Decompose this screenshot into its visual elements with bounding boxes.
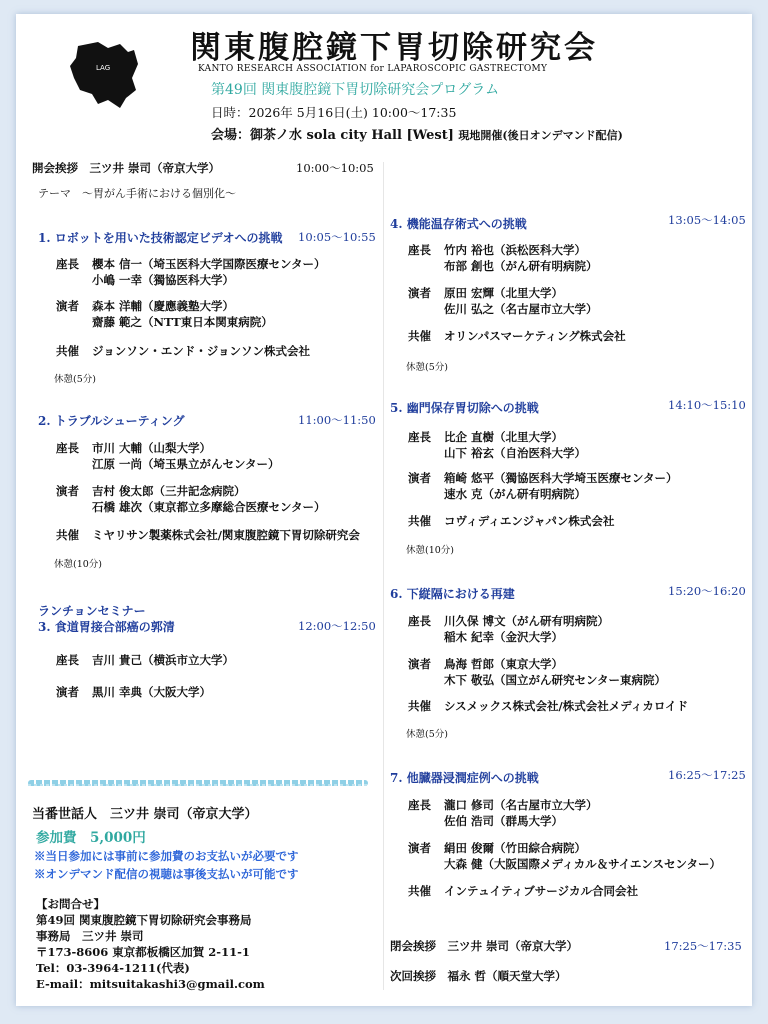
session-7-title: 7. 他臓器浸潤症例への挑戦 (390, 771, 539, 785)
organizer: 当番世話人 三ツ井 崇司（帝京大学） (32, 807, 258, 822)
session-6-chairs-names (444, 613, 609, 645)
session-1-sponsor-role: 共催 (56, 344, 79, 358)
session-6-speakers (408, 656, 666, 688)
session-5-chairs (408, 429, 586, 461)
page-title: 関東腹腔鏡下胃切除研究会 (190, 30, 598, 66)
session-5-speakers-role: 演者 (408, 471, 431, 485)
session-1-chairs-person: 櫻本 信一（埼玉医科大学国際医療センター） (92, 257, 326, 271)
fee-note-2: ※オンデマンド配信の視聴は事後支払いが可能です (34, 867, 299, 881)
session-5-speakers (408, 470, 678, 502)
session-4-speakers-person: 原田 宏輝（北里大学） (444, 286, 564, 300)
session-5-speakers-names (444, 470, 678, 502)
session-6-chairs-role: 座長 (408, 614, 431, 628)
session-5-sponsor-name: コヴィディエンジャパン株式会社 (444, 514, 615, 528)
session-2-sponsor-name: ミヤリサン製薬株式会社/関東腹腔鏡下胃切除研究会 (92, 528, 360, 542)
session-6-speakers-person: 鳥海 哲郎（東京大学） (444, 657, 564, 671)
session-5-sponsor (408, 513, 614, 529)
session-4-speakers-role: 演者 (408, 286, 431, 300)
session-2-chairs-role: 座長 (56, 441, 79, 455)
next-remarks: 次回挨拶 福永 哲（順天堂大学） (390, 969, 567, 983)
session-5-chairs-person: 比企 直樹（北里大学） (444, 430, 564, 444)
session-3-speakers (56, 684, 211, 700)
logo-text: LAG (96, 64, 111, 72)
session-7-speakers-person: 大森 健（大阪国際メディカル＆サイエンスセンター） (444, 857, 722, 871)
session-7-sponsor-name: インテュイティブサージカル合同会社 (444, 884, 639, 898)
contact-address: 〒173-8606 東京都板橋区加賀 2-11-1 (36, 945, 250, 959)
session-2-break: 休憩(10分) (54, 559, 103, 570)
session-5-break: 休憩(10分) (406, 545, 455, 556)
session-1-speakers-person: 齋藤 範之（NTT東日本関東病院） (92, 315, 273, 329)
contact-email[interactable]: E-mail：mitsuitakashi3@gmail.com (36, 977, 265, 991)
session-3-speakers-role: 演者 (56, 685, 79, 699)
session-2-speakers-person: 石橋 雄次（東京都立多摩総合医療センター） (92, 500, 326, 514)
session-5-chairs-names (444, 429, 586, 461)
wave-divider-accent (28, 784, 368, 786)
session-5-speakers-person: 箱崎 悠平（獨協医科大学埼玉医療センター） (444, 471, 678, 485)
session-7-speakers-names (444, 840, 721, 872)
kanto-map-logo (68, 38, 140, 110)
opening-time: 10:00～10:05 (296, 161, 374, 175)
english-subtitle: KANTO RESEARCH ASSOCIATION for LAPAROSCOPIC GASTRECTOMY (198, 64, 548, 74)
event-date: 日時：2026年 5月16日(土) 10:00～17:35 (211, 105, 457, 120)
session-7-sponsor-role: 共催 (408, 884, 431, 898)
session-3-speakers-person: 黒川 幸典（大阪大学） (92, 685, 212, 699)
session-4-title: 4. 機能温存術式への挑戦 (390, 217, 527, 231)
session-6-speakers-names (444, 656, 666, 688)
session-4-chairs-role: 座長 (408, 243, 431, 257)
session-2-chairs-person: 江原 一尚（埼玉県立がんセンター） (92, 457, 280, 471)
session-3-chairs-person: 吉川 貴己（横浜市立大学） (92, 653, 235, 667)
session-2-speakers-person: 吉村 俊太郎（三井記念病院） (92, 484, 246, 498)
closing-remarks: 閉会挨拶 三ツ井 崇司（帝京大学） (390, 939, 579, 953)
venue-note: 現地開催(後日オンデマンド配信) (458, 129, 623, 142)
session-6-time: 15:20～16:20 (668, 584, 746, 598)
session-5-chairs-person: 山下 裕玄（自治医科大学） (444, 446, 587, 460)
session-6-sponsor (408, 698, 688, 714)
session-4-speakers-person: 佐川 弘之（名古屋市立大学） (444, 302, 598, 316)
column-divider (383, 162, 384, 990)
session-6-chairs-person: 川久保 博文（がん研有明病院） (444, 614, 610, 628)
session-4-speakers (408, 285, 598, 317)
session-3-title: 3. 食道胃接合部癌の郭清 (38, 620, 175, 634)
session-6-break: 休憩(5分) (406, 729, 448, 740)
session-3-chairs-role: 座長 (56, 653, 79, 667)
opening-remarks: 開会挨拶 三ツ井 崇司（帝京大学） (32, 161, 221, 175)
contact-office: 第49回 関東腹腔鏡下胃切除研究会事務局 (36, 913, 252, 927)
session-1-break: 休憩(5分) (54, 374, 96, 385)
session-4-sponsor (408, 328, 626, 344)
session-7-chairs-person: 佐伯 浩司（群馬大学） (444, 814, 564, 828)
session-3-time: 12:00～12:50 (298, 619, 376, 633)
contact-tel: Tel：03-3964-1211(代表) (36, 961, 190, 975)
session-2-speakers (56, 483, 326, 515)
session-7-speakers (408, 840, 721, 872)
session-1-speakers (56, 298, 273, 330)
program-title: 第49回 関東腹腔鏡下胃切除研究会プログラム (211, 82, 500, 98)
session-6-speakers-person: 木下 敬弘（国立がん研究センター東病院） (444, 673, 667, 687)
session-1-chairs-names (92, 256, 326, 288)
session-1-speakers-names (92, 298, 273, 330)
session-1-speakers-role: 演者 (56, 299, 79, 313)
session-6-chairs (408, 613, 609, 645)
session-2-speakers-names (92, 483, 326, 515)
session-2-sponsor (56, 527, 360, 543)
session-7-sponsor (408, 883, 638, 899)
contact-manager: 事務局 三ツ井 崇司 (36, 929, 144, 943)
session-4-sponsor-name: オリンパスマーケティング株式会社 (444, 329, 626, 343)
session-7-chairs-names (444, 797, 598, 829)
session-4-sponsor-role: 共催 (408, 329, 431, 343)
session-2-speakers-role: 演者 (56, 484, 79, 498)
session-1-sponsor-name: ジョンソン・エンド・ジョンソン株式会社 (92, 344, 311, 358)
contact-heading: 【お問合せ】 (36, 897, 105, 911)
session-2-title: 2. トラブルシューティング (38, 414, 185, 428)
session-2-chairs (56, 440, 280, 472)
session-2-chairs-names (92, 440, 280, 472)
session-7-chairs-role: 座長 (408, 798, 431, 812)
session-3-speakers-names (92, 684, 211, 700)
session-1-title: 1. ロボットを用いた技術認定ビデオへの挑戦 (38, 231, 283, 245)
session-5-time: 14:10～15:10 (668, 398, 746, 412)
session-1-chairs-role: 座長 (56, 257, 79, 271)
session-4-speakers-names (444, 285, 598, 317)
venue-text: 会場：御茶ノ水 sola city Hall [West] (211, 128, 454, 143)
event-venue (211, 124, 623, 143)
theme: テーマ ～胃がん手術における個別化～ (38, 187, 236, 200)
participation-fee: 参加費 5,000円 (36, 830, 146, 846)
session-5-chairs-role: 座長 (408, 430, 431, 444)
session-5-speakers-person: 速水 克（がん研有明病院） (444, 487, 587, 501)
session-1-time: 10:05～10:55 (298, 230, 376, 244)
session-3-chairs (56, 652, 234, 668)
session-1-chairs-person: 小嶋 一幸（獨協医科大学） (92, 273, 235, 287)
session-7-chairs (408, 797, 598, 829)
session-7-chairs-person: 瀧口 修司（名古屋市立大学） (444, 798, 598, 812)
session-4-chairs-person: 布部 創也（がん研有明病院） (444, 259, 598, 273)
session-4-time: 13:05～14:05 (668, 213, 746, 227)
session-2-chairs-person: 市川 大輔（山梨大学） (92, 441, 212, 455)
session-7-time: 16:25～17:25 (668, 768, 746, 782)
session-7-speakers-person: 絹田 俊爾（竹田綜合病院） (444, 841, 587, 855)
session-7-speakers-role: 演者 (408, 841, 431, 855)
session-4-chairs (408, 242, 598, 274)
session-6-sponsor-name: シスメックス株式会社/株式会社メディカロイド (444, 699, 688, 713)
session-6-speakers-role: 演者 (408, 657, 431, 671)
closing-time: 17:25～17:35 (664, 939, 742, 953)
session-6-title: 6. 下縦隔における再建 (390, 587, 515, 601)
session-4-break: 休憩(5分) (406, 362, 448, 373)
session-6-sponsor-role: 共催 (408, 699, 431, 713)
fee-note-1: ※当日参加には事前に参加費のお支払いが必要です (34, 849, 299, 863)
session-1-speakers-person: 森本 洋輔（慶應義塾大学） (92, 299, 235, 313)
session-2-sponsor-role: 共催 (56, 528, 79, 542)
session-4-chairs-names (444, 242, 598, 274)
session-1-chairs (56, 256, 326, 288)
session-4-chairs-person: 竹内 裕也（浜松医科大学） (444, 243, 587, 257)
session-3-pretitle: ランチョンセミナー (38, 604, 146, 618)
session-1-sponsor (56, 343, 310, 359)
session-5-title: 5. 幽門保存胃切除への挑戦 (390, 401, 539, 415)
session-2-time: 11:00～11:50 (298, 413, 376, 427)
session-3-chairs-names (92, 652, 234, 668)
session-5-sponsor-role: 共催 (408, 514, 431, 528)
session-6-chairs-person: 稲木 紀幸（金沢大学） (444, 630, 564, 644)
